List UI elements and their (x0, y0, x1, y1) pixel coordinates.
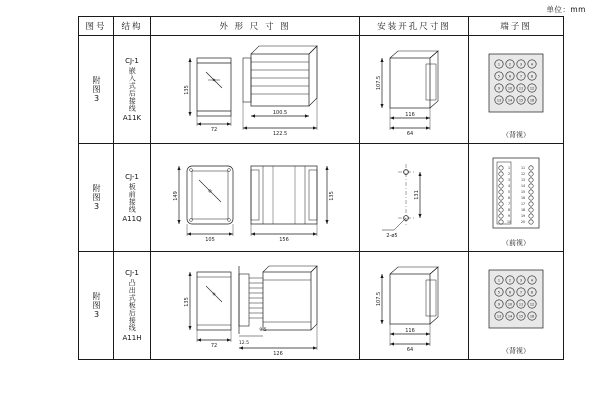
svg-text:16: 16 (529, 314, 535, 319)
svg-text:17: 17 (520, 202, 526, 207)
structure-block-1 (114, 36, 150, 143)
table-row (79, 144, 564, 252)
outline-drawing-1 (151, 36, 359, 143)
terminal-drawing-3 (469, 252, 563, 359)
svg-text:15: 15 (520, 190, 526, 195)
svg-text:13: 13 (520, 178, 526, 183)
svg-text:12: 12 (529, 302, 535, 307)
svg-text:8: 8 (507, 208, 511, 213)
svg-text:11: 11 (520, 166, 526, 171)
cell-hole-1 (360, 36, 469, 144)
cell-terminal-1 (469, 36, 564, 144)
svg-text:116: 116 (405, 328, 415, 334)
fig-no-label-1: 附图3 (92, 75, 101, 104)
structure-desc-1: 嵌入式后接线 (128, 67, 137, 112)
svg-text:156: 156 (279, 237, 289, 243)
svg-text:1: 1 (497, 278, 501, 283)
svg-text:2: 2 (508, 62, 512, 67)
svg-text:72: 72 (210, 127, 218, 133)
terminal-view-note-1: （背视） (502, 131, 530, 139)
svg-text:107.5: 107.5 (376, 291, 382, 307)
svg-text:4: 4 (530, 278, 534, 283)
svg-text:10: 10 (507, 86, 513, 91)
structure-model-1: CJ-1 (125, 57, 139, 65)
svg-text:116: 116 (405, 112, 415, 118)
svg-text:9: 9 (507, 214, 511, 219)
svg-text:9.5: 9.5 (259, 328, 267, 333)
hole-drawing-3 (360, 252, 468, 359)
svg-text:9: 9 (497, 86, 501, 91)
svg-text:13: 13 (496, 98, 502, 103)
svg-text:7: 7 (519, 290, 523, 295)
svg-text:100.5: 100.5 (272, 110, 288, 116)
outline-drawing-3 (151, 252, 359, 359)
svg-text:11: 11 (518, 302, 524, 307)
terminal-drawing-1 (469, 36, 563, 143)
svg-text:12: 12 (520, 172, 526, 177)
svg-text:5: 5 (507, 190, 511, 195)
svg-text:13: 13 (496, 314, 502, 319)
terminal-drawing-2 (469, 144, 563, 251)
svg-text:6: 6 (507, 196, 511, 201)
svg-text:8: 8 (530, 290, 534, 295)
header-structure: 结构 (114, 17, 151, 36)
svg-text:12.5: 12.5 (238, 341, 250, 346)
fig-no-label-3: 附图3 (92, 291, 101, 320)
structure-desc-2: 板前接线 (128, 182, 137, 213)
svg-text:135: 135 (184, 297, 190, 307)
svg-text:16: 16 (529, 98, 535, 103)
svg-text:15: 15 (518, 314, 524, 319)
table-row (79, 36, 564, 144)
svg-text:14: 14 (507, 314, 513, 319)
terminal-view-note-3: （背视） (502, 347, 530, 355)
svg-text:10: 10 (506, 220, 512, 225)
svg-text:7: 7 (519, 74, 523, 79)
cell-hole-3 (360, 252, 469, 360)
svg-text:8: 8 (530, 74, 534, 79)
svg-text:4: 4 (507, 184, 511, 189)
svg-text:3: 3 (507, 178, 511, 183)
svg-text:14: 14 (520, 184, 526, 189)
svg-text:2-ø5: 2-ø5 (386, 233, 398, 239)
table-header-row (79, 17, 564, 36)
cell-outline-2 (151, 144, 360, 252)
terminal-view-note-2: （前视） (502, 239, 530, 247)
cell-hole-2 (360, 144, 469, 252)
svg-text:1: 1 (507, 166, 511, 171)
svg-text:5: 5 (497, 290, 501, 295)
svg-text:15: 15 (518, 98, 524, 103)
cell-terminal-3 (469, 252, 564, 360)
cell-structure-1 (114, 36, 151, 144)
svg-text:16: 16 (520, 196, 526, 201)
cell-fig-no-1 (79, 36, 114, 144)
cell-terminal-2 (469, 144, 564, 252)
structure-block-2 (114, 144, 150, 251)
svg-text:3: 3 (519, 278, 523, 283)
cell-outline-1 (151, 36, 360, 144)
header-outline: 外 形 尺 寸 图 (151, 17, 360, 36)
spec-table (78, 16, 564, 360)
fig-no-label-2: 附图3 (92, 183, 101, 212)
cell-structure-3 (114, 252, 151, 360)
svg-text:5: 5 (497, 74, 501, 79)
svg-text:107.5: 107.5 (376, 75, 382, 91)
unit-note: 单位：mm (546, 5, 586, 14)
svg-text:6: 6 (508, 290, 512, 295)
svg-text:64: 64 (406, 347, 414, 353)
header-hole: 安装开孔尺寸图 (360, 17, 469, 36)
svg-text:19: 19 (520, 214, 526, 219)
svg-text:131: 131 (414, 190, 420, 200)
svg-text:11: 11 (518, 86, 524, 91)
outline-drawing-2 (151, 144, 359, 251)
svg-text:2: 2 (507, 172, 511, 177)
svg-text:64: 64 (406, 131, 414, 137)
svg-text:135: 135 (329, 191, 335, 201)
header-terminal: 端子图 (469, 17, 564, 36)
cell-outline-3 (151, 252, 360, 360)
svg-text:7: 7 (507, 202, 511, 207)
header-fig-no: 图号 (79, 17, 114, 36)
cell-fig-no-2 (79, 144, 114, 252)
svg-text:105: 105 (205, 237, 215, 243)
svg-text:4: 4 (530, 62, 534, 67)
hole-drawing-2 (360, 144, 468, 251)
svg-text:10: 10 (507, 302, 513, 307)
svg-text:20: 20 (520, 220, 526, 225)
svg-text:72: 72 (210, 343, 218, 349)
cell-structure-2 (114, 144, 151, 252)
svg-text:149: 149 (173, 191, 179, 201)
svg-text:122.5: 122.5 (272, 131, 288, 137)
cell-fig-no-3 (79, 252, 114, 360)
structure-code-1: A11K (122, 114, 142, 122)
structure-code-2: A11Q (122, 214, 142, 223)
svg-text:2: 2 (508, 278, 512, 283)
structure-desc-3: 凸出式板后接线 (128, 279, 137, 332)
svg-text:126: 126 (273, 351, 283, 357)
structure-code-3: A11H (122, 333, 142, 342)
svg-text:14: 14 (507, 98, 513, 103)
hole-drawing-1 (360, 36, 468, 143)
svg-text:12: 12 (529, 86, 535, 91)
svg-text:18: 18 (520, 208, 526, 213)
svg-text:135: 135 (184, 85, 190, 95)
structure-model-3: CJ-1 (125, 269, 139, 278)
svg-text:1: 1 (497, 62, 501, 67)
structure-model-2: CJ-1 (125, 172, 139, 181)
structure-block-3 (114, 252, 150, 359)
svg-text:3: 3 (519, 62, 523, 67)
table-row (79, 252, 564, 360)
svg-text:9: 9 (497, 302, 501, 307)
svg-text:6: 6 (508, 74, 512, 79)
